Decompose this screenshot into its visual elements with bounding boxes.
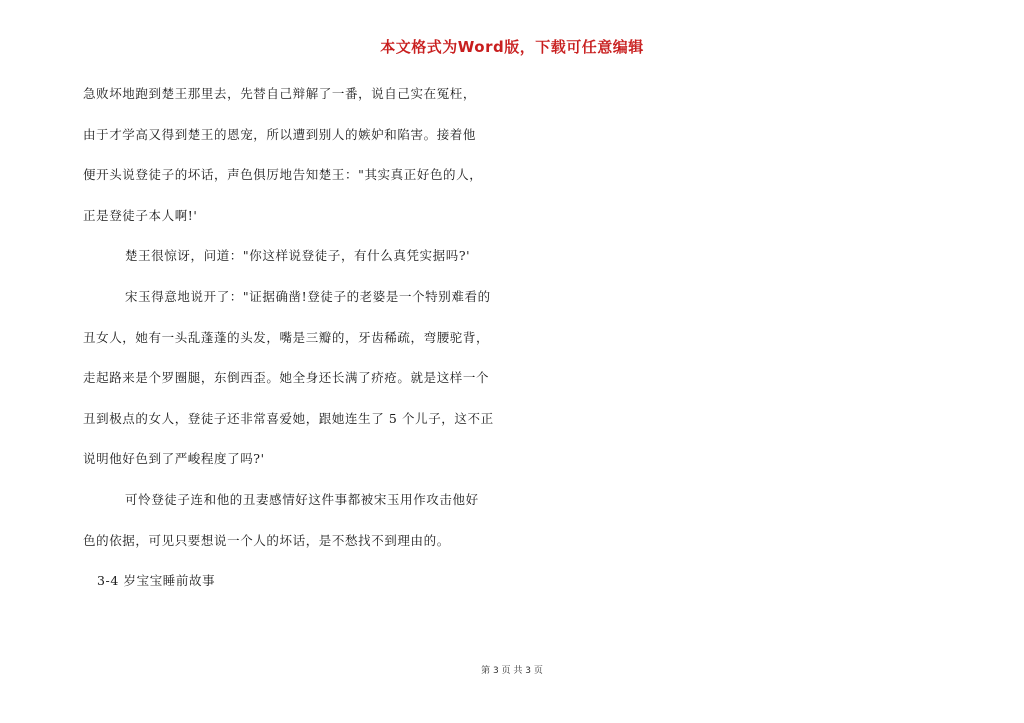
paragraph-line: 说明他好色到了严峻程度了吗?' xyxy=(83,451,265,467)
page-number-footer: 第 3 页 共 3 页 xyxy=(481,666,543,676)
paragraph-line: 正是登徒子本人啊!' xyxy=(83,207,198,223)
paragraph-line: 丑女人，她有一头乱蓬蓬的头发，嘴是三瓣的，牙齿稀疏，弯腰驼背， xyxy=(83,329,490,345)
document-header-title: 本文格式为Word版，下载可任意编辑 xyxy=(380,38,644,56)
paragraph-line: 由于才学高又得到楚王的恩宠，所以遭到别人的嫉妒和陷害。接着他 xyxy=(83,126,477,142)
paragraph-line: 楚王很惊讶，问道："你这样说登徒子，有什么真凭实据吗?' xyxy=(125,248,471,264)
document-body xyxy=(83,84,523,612)
paragraph-line: 走起路来是个罗圈腿，东倒西歪。她全身还长满了疥疮。就是这样一个 xyxy=(83,370,490,386)
paragraph-line: 可怜登徒子连和他的丑妻感情好这件事都被宋玉用作攻击他好 xyxy=(125,491,479,507)
paragraph-line: 丑到极点的女人，登徒子还非常喜爱她，跟她连生了 5 个儿子，这不正 xyxy=(83,410,494,426)
paragraph-line: 宋玉得意地说开了："证据确凿!登徒子的老婆是一个特别难看的 xyxy=(125,288,491,304)
section-subtitle: 3-4 岁宝宝睡前故事 xyxy=(97,573,216,589)
paragraph-line: 便开头说登徒子的坏话，声色俱厉地告知楚王："其实真正好色的人， xyxy=(83,167,483,183)
paragraph-line: 急败坏地跑到楚王那里去，先替自己辩解了一番，说自己实在冤枉， xyxy=(83,86,477,101)
paragraph-line: 色的依据，可见只要想说一个人的坏话，是不愁找不到理由的。 xyxy=(83,532,450,548)
